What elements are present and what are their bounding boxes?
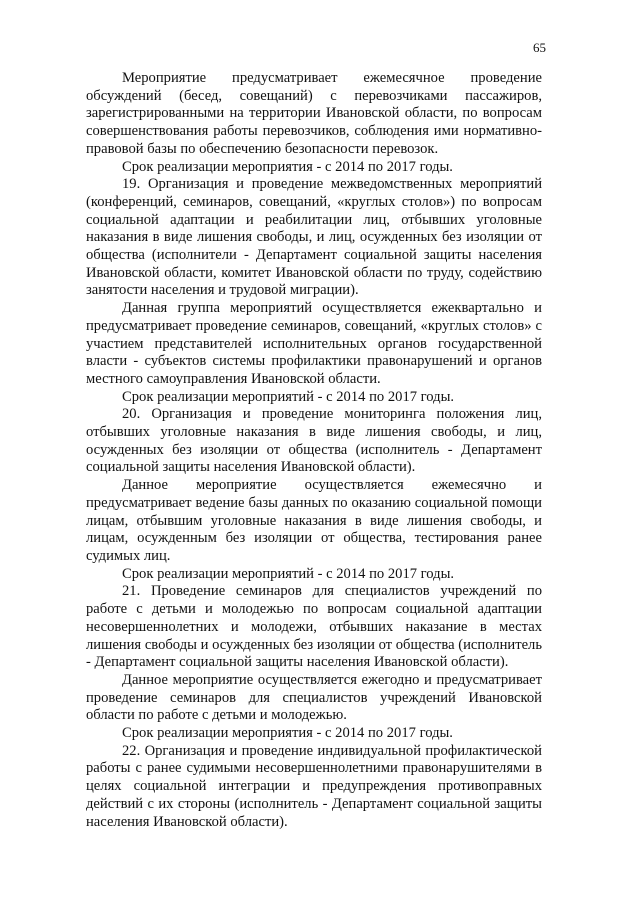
- paragraph-item-21: 21. Проведение семинаров для специалистов учреждений по работе с детьми и молодежью по вопросам социальной адаптации несовершеннолетних и молодежи, отбывших наказание в местах лишения свободы и осужденных без изоляции от общества (исполнитель - Департамент социальной защиты населения Ивановской области).: [86, 583, 542, 671]
- paragraph-event-description: Мероприятие предусматривает ежемесячное проведение обсуждений (бесед, совещаний) с перевозчиками пассажиров, зарегистрированными на территории Ивановской области, по вопросам совершенствования работы перевозчиков, соблюдения ими нормативно-правовой базы по обеспечению безопасности перевозок.: [86, 70, 542, 157]
- paragraph-item-22: 22. Организация и проведение индивидуальной профилактической работы с ранее судимыми несовершеннолетними правонарушителями в целях социальной интеграции и предупреждения противоправных действий с их стороны (исполнитель - Департамент социальной защиты населения Ивановской области).: [86, 742, 542, 830]
- paragraph-item-19: 19. Организация и проведение межведомственных мероприятий (конференций, семинаров, совещаний, «круглых столов») по вопросам социальной адаптации и реабилитации лиц, отбывших уголовные наказания в виде лишения свободы, и лиц, осужденных без изоляции от общества (исполнители - Департамент социальной защиты населения Ивановской области, комитет Ивановской области по труду, содействию занятости населения и трудовой миграции).: [86, 176, 542, 299]
- paragraph-item-19-details: Данная группа мероприятий осуществляется ежеквартально и предусматривает проведение семинаров, совещаний, «круглых столов» с участием представителей исполнительных органов государственной власти - субъектов системы профилактики правонарушений и органов местного самоуправления Ивановской области.: [86, 300, 542, 387]
- paragraph-deadline: Срок реализации мероприятий - с 2014 по 2017 годы.: [122, 388, 455, 405]
- paragraph-deadline: Срок реализации мероприятия - с 2014 по 2017 годы.: [122, 725, 453, 742]
- paragraph-item-21-details: Данное мероприятие осуществляется ежегодно и предусматривает проведение семинаров для специалистов учреждений Ивановской области по работе с детьми и молодежью.: [86, 671, 542, 724]
- paragraph-item-20-details: Данное мероприятие осуществляется ежемесячно и предусматривает ведение базы данных по оказанию социальной помощи лицам, отбывшим уголовные наказания в виде лишения свободы, и лицам, осужденным без изоляции от общества, тестирования ранее судимых лиц.: [86, 477, 542, 564]
- document-body: [86, 70, 542, 831]
- paragraph-item-20: 20. Организация и проведение мониторинга положения лиц, отбывших уголовные наказания в виде лишения свободы, и лиц, осужденных без изоляции от общества (исполнитель - Департамент социальной защиты населения Ивановской области).: [86, 406, 542, 476]
- paragraph-deadline: Срок реализации мероприятия - с 2014 по 2017 годы.: [122, 158, 453, 175]
- page-number: 65: [533, 40, 546, 55]
- paragraph-deadline: Срок реализации мероприятий - с 2014 по 2017 годы.: [122, 565, 455, 582]
